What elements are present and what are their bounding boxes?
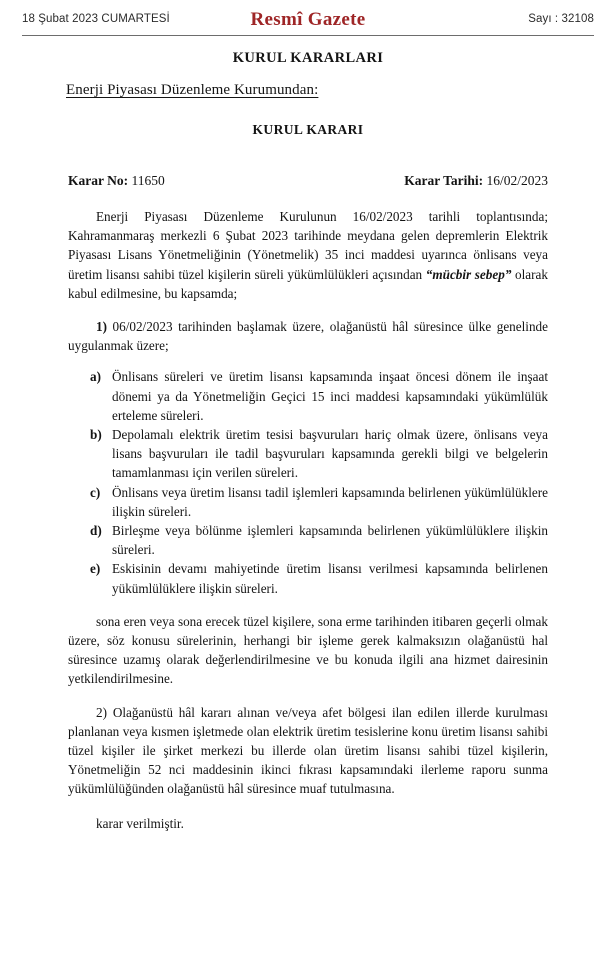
- clause-1-continuation: sona eren veya sona erecek tüzel kişilere, sona erme tarihinden itibaren geçerli olmak üzere, söz konusu sürelerinin, herhangi bir işleme gerek kalmaksızın olağanüstü hal süresince uzamış olarak değerlendirilmesine ve bu konuda ilgili ana hizmet dairesinin yetkilendirilmesine.: [68, 613, 548, 687]
- intro-paragraph: [68, 207, 548, 303]
- list-item-marker: c): [90, 484, 101, 500]
- list-item-marker: b): [90, 427, 102, 443]
- list-item: [90, 559, 548, 597]
- decision-date-label: Karar Tarihi:: [404, 173, 484, 188]
- clause-1-marker: 1): [96, 319, 107, 335]
- list-item-marker: d): [90, 523, 102, 539]
- issuing-agency: Enerji Piyasası Düzenleme Kurumundan:: [66, 82, 319, 98]
- closing-statement: karar verilmiştir.: [96, 815, 184, 831]
- masthead: [22, 9, 594, 35]
- intro-text-before: Enerji Piyasası Düzenleme Kurulunun 16/02/2023 tarihli toplantısında; Kahramanmaraş merkezli 6 Şubat 2023 tarihinde meydana gelen depremlerin Elektrik Piyasası Lisans Yönetmeliğinin (Yönetmelik) 35 inci maddesi uyarınca önlisans veya üretim lisansı sahibi tüzel kişilerin süreli yükümlülükleri açısından: [68, 209, 548, 282]
- list-item-text: Birleşme veya bölünme işlemleri kapsamında belirlenen yükümlülüklere ilişkin süreleri.: [112, 523, 548, 558]
- masthead-issue-number: Sayı : 32108: [528, 13, 594, 25]
- clause-1-paragraph: [68, 317, 548, 355]
- list-item: [90, 425, 548, 483]
- list-item-text: Önlisans veya üretim lisansı tadil işlemleri kapsamında belirlenen yükümlülüklere ilişkin süreleri.: [112, 484, 548, 519]
- lettered-clause-list: [68, 367, 548, 597]
- list-item: [90, 483, 548, 521]
- masthead-date: 18 Şubat 2023 CUMARTESİ: [22, 13, 170, 25]
- list-item-text: Depolamalı elektrik üretim tesisi başvuruları hariç olmak üzere, önlisans veya lisans başvuruları ile tadil başvuruları kapsamında gerekli bilgi ve belgelerin tamamlanması için verilen süreleri.: [112, 427, 548, 481]
- decision-number-value: 11650: [131, 173, 165, 188]
- list-item: [90, 521, 548, 559]
- decision-number: [68, 173, 165, 189]
- clause-2-marker: 2): [96, 704, 107, 720]
- clause-2-text: Olağanüstü hâl kararı alınan ve/veya afet bölgesi ilan edilen illerde kurulması planlanan veya kısmen işletmede olan elektrik üretim tesislerine konu üretim lisansı sahibi tüzel kişiler ile şirket merkezi bu illerde olan üretim lisansı sahibi tüzel kişilerin, Yönetmeliğin 52 nci maddesinin ikinci fıkrası kapsamındaki ilerleme raporu sunma yükümlülüğünden olağanüstü hâl süresince muaf tutulmasına.: [68, 704, 548, 797]
- decision-date-value: 16/02/2023: [486, 173, 548, 188]
- list-item: [90, 367, 548, 425]
- list-item-text: Önlisans süreleri ve üretim lisansı kapsamında inşaat öncesi dönem ile inşaat dönemi ya da Yönetmeliğin Geçici 15 inci maddesi kapsamındaki yükümlülük erteleme süreleri.: [112, 369, 548, 423]
- decision-body: [68, 207, 548, 846]
- decision-heading: KURUL KARARI: [252, 122, 364, 137]
- intro-emphasis: “mücbir sebep”: [425, 266, 512, 282]
- masthead-title: Resmî Gazete: [250, 9, 366, 30]
- decision-meta: [68, 173, 548, 189]
- list-item-marker: a): [90, 369, 101, 385]
- clause-2-paragraph: [68, 703, 548, 799]
- intro-text-after: olarak kabul edilmesine, bu kapsamda;: [68, 266, 548, 301]
- list-item-marker: e): [90, 561, 101, 577]
- decision-date: [404, 173, 548, 189]
- clause-1-text: 06/02/2023 tarihinden başlamak üzere, olağanüstü hâl süresince ülke genelinde uygulanmak üzere;: [68, 319, 548, 354]
- decision-number-label: Karar No:: [68, 173, 129, 188]
- section-heading: KURUL KARARLARI: [232, 50, 384, 66]
- list-item-text: Eskisinin devamı mahiyetinde üretim lisansı verilmesi kapsamında belirlenen yükümlülüklere ilişkin süreleri.: [112, 561, 548, 596]
- masthead-divider: [22, 35, 594, 36]
